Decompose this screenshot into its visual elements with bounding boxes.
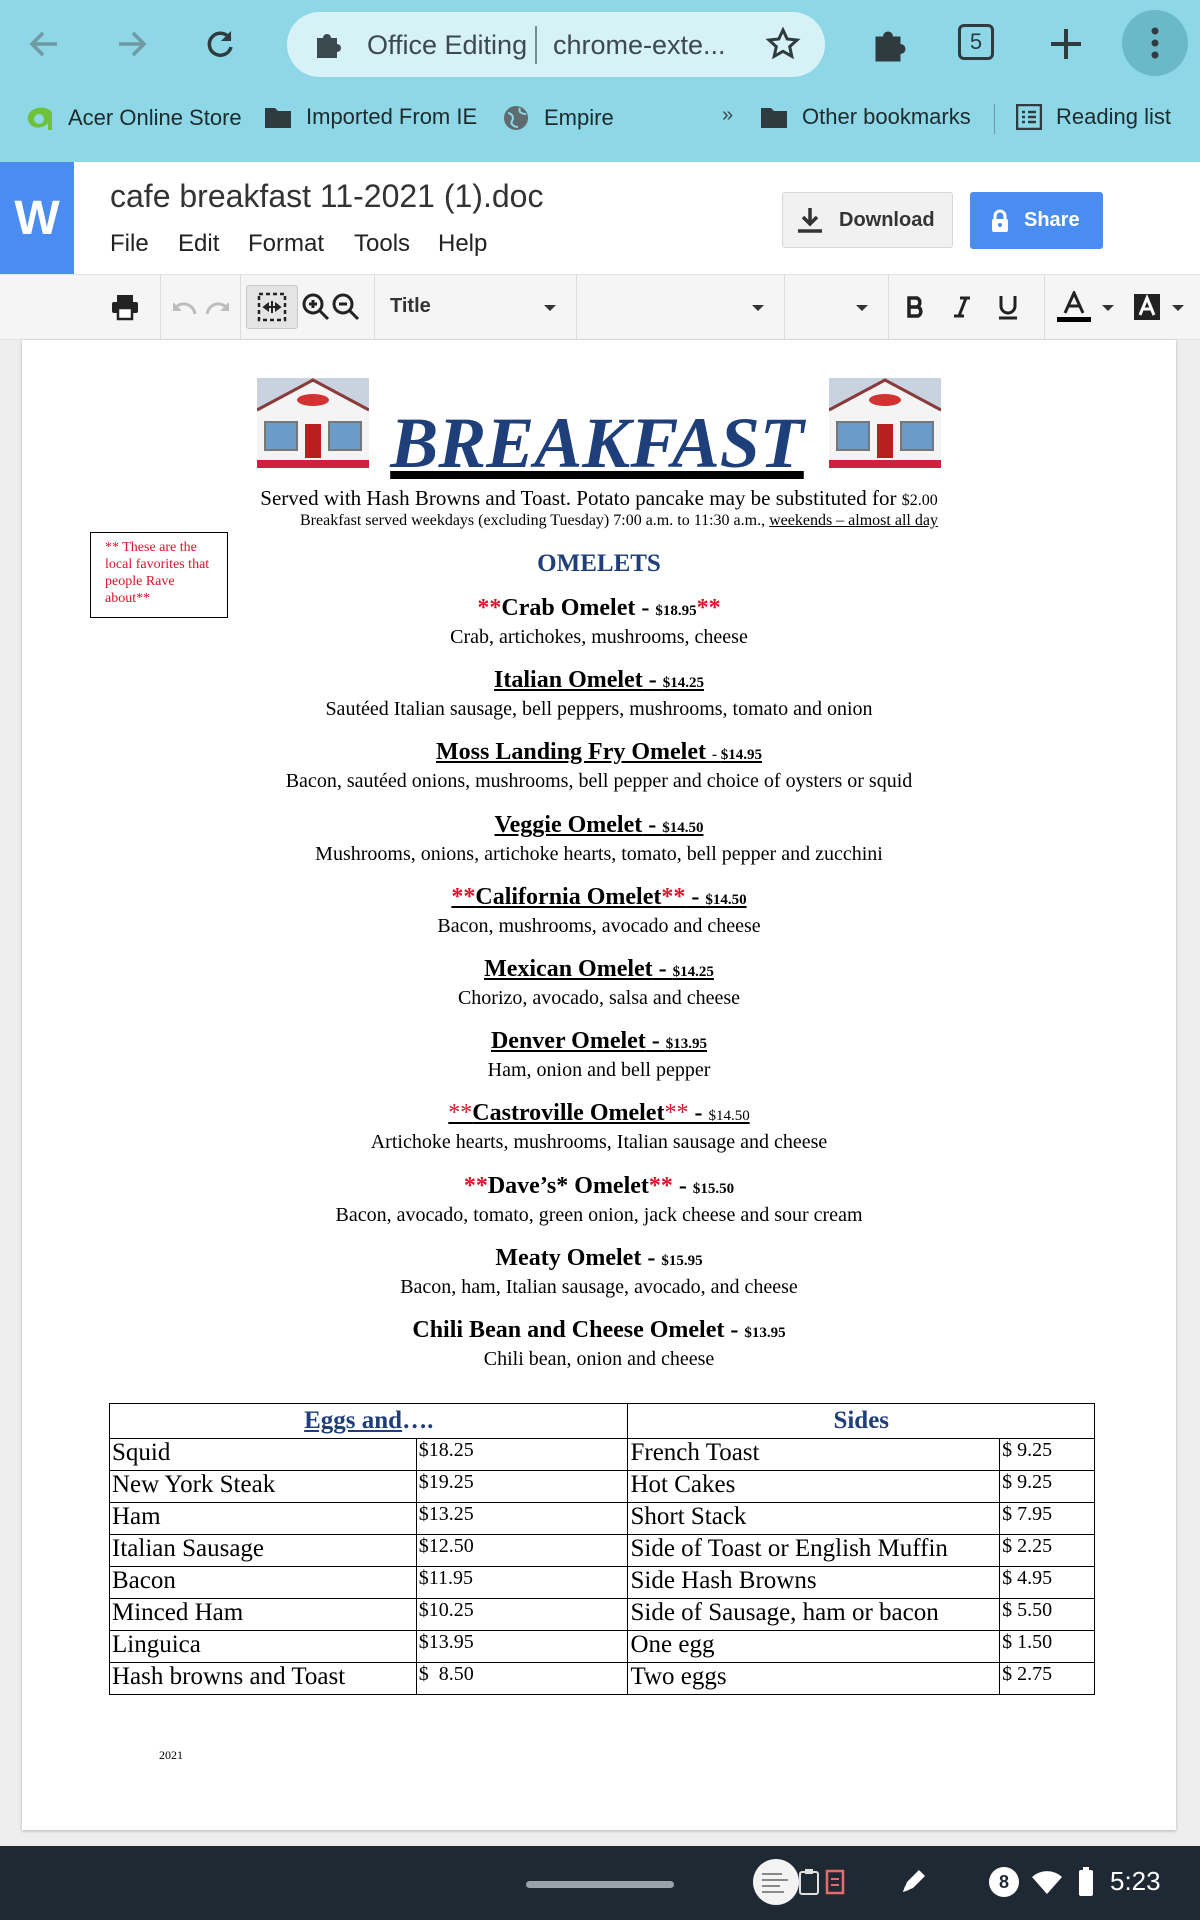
omnibox-url: chrome-exte... [553,30,726,60]
browser-menu-button[interactable] [1122,10,1188,76]
fit-page-icon[interactable] [246,285,298,329]
omelet-description: Chorizo, avocado, salsa and cheese [457,987,741,1009]
side-item-price: $ 2.25 [1000,1535,1095,1567]
omelet-description: Ham, onion and bell pepper [487,1059,711,1081]
italic-icon[interactable] [950,291,974,323]
notification-count: 8 [989,1867,1019,1897]
text-color-icon[interactable] [1054,291,1094,323]
menu-heading: BREAKFAST [390,403,804,483]
table-row [110,1631,1095,1663]
bookmark-label: Empire [544,105,614,130]
side-item-price: $ 2.75 [1000,1663,1095,1695]
omelet-item: Veggie Omelet - $14.50 [494,812,704,838]
eggs-header: Eggs and…. [110,1404,628,1439]
side-item-price: $ 5.50 [1000,1599,1095,1631]
toolbar-divider [576,275,577,339]
omelet-description: Bacon, ham, Italian sausage, avocado, and cheese [400,1276,798,1298]
bookmark-folder-imported[interactable] [264,104,477,130]
formatting-toolbar [0,274,1200,340]
bookmark-folder-other[interactable] [760,104,971,130]
side-item-name: One egg [628,1631,1000,1663]
omelet-item: **Crab Omelet - $18.95** [477,595,721,621]
omelet-description: Sautéed Italian sausage, bell peppers, mushrooms, tomato and onion [325,698,873,720]
back-arrow-icon[interactable] [22,22,66,66]
side-item-name: Side of Toast or English Muffin [628,1535,1000,1567]
notification-badge[interactable] [988,1862,1020,1902]
reading-list-icon [1016,104,1042,130]
side-item-name: Side Hash Browns [628,1567,1000,1599]
chevron-down-icon[interactable] [752,305,764,311]
menu-edit[interactable]: Edit [178,230,220,257]
egg-item-name: Bacon [110,1567,417,1599]
omelet-item: Chili Bean and Cheese Omelet - $13.95 [412,1317,786,1343]
side-item-price: $ 7.95 [1000,1503,1095,1535]
bookmark-label: Acer Online Store [68,105,242,130]
wifi-icon[interactable] [1030,1862,1064,1902]
toolbar-divider [240,275,241,339]
egg-item-price: $11.95 [416,1567,628,1599]
table-row [110,1599,1095,1631]
zoom-out-icon[interactable] [330,291,362,323]
footer-year: 2021 [159,1748,183,1762]
omelet-item: Meaty Omelet - $15.95 [495,1245,703,1271]
omelet-item: **California Omelet** - $14.50 [451,884,747,910]
omelets-section-title: OMELETS [537,550,661,577]
egg-item-price: $13.95 [416,1631,628,1663]
egg-item-price: $12.50 [416,1535,628,1567]
favorites-note: ** These are the local favorites that people Rave about** [90,532,228,618]
bookmark-star-icon[interactable] [765,26,801,67]
table-header-row [110,1404,1095,1439]
folder-icon [264,105,292,129]
omelet-item: Moss Landing Fry Omelet - $14.95 [436,739,762,765]
chevron-down-icon[interactable] [856,305,868,311]
chevron-down-icon[interactable] [544,305,556,311]
acer-logo-icon [24,104,54,132]
bookmark-label: Imported From IE [306,104,478,129]
side-item-price: $ 1.50 [1000,1631,1095,1663]
bookmark-divider [994,104,995,134]
underline-icon[interactable] [996,291,1020,323]
table-row [110,1471,1095,1503]
bookmark-acer[interactable] [24,104,242,132]
omelet-description: Chili bean, onion and cheese [483,1348,715,1370]
egg-item-name: New York Steak [110,1471,417,1503]
side-item-name: French Toast [628,1439,1000,1471]
side-item-price: $ 4.95 [1000,1567,1095,1599]
egg-item-price: $19.25 [416,1471,628,1503]
omelet-item: Mexican Omelet - $14.25 [484,956,714,982]
omelet-description: Bacon, sautéed onions, mushrooms, bell pepper and choice of oysters or squid [285,770,913,792]
omelet-item: Italian Omelet - $14.25 [494,667,704,693]
font-family-select[interactable] [580,275,780,339]
folder-icon [760,105,788,129]
print-icon[interactable] [108,291,142,323]
highlight-color-icon[interactable] [1130,291,1164,323]
omelet-description: Crab, artichokes, mushrooms, cheese [450,626,748,648]
home-gesture-bar[interactable] [526,1881,674,1888]
omnibox-divider [535,26,537,64]
screen-capture-thumbnail[interactable] [752,1862,800,1902]
table-row [110,1439,1095,1471]
omnibox-page-title: Office Editing [367,30,527,60]
served-with-text: Served with Hash Browns and Toast. Potato pancake may be substituted for $2.00 [260,486,938,510]
toolbar-divider [888,275,889,339]
omelet-description: Artichoke hearts, mushrooms, Italian sausage and cheese [370,1131,828,1153]
egg-item-name: Squid [110,1439,417,1471]
bookmark-label: Other bookmarks [802,104,971,129]
omelet-item: **Dave’s* Omelet** - $15.50 [463,1173,735,1199]
table-row [110,1535,1095,1567]
side-item-name: Hot Cakes [628,1471,1000,1503]
egg-item-name: Italian Sausage [110,1535,417,1567]
omelet-item: **Castroville Omelet** - $14.50 [448,1100,750,1126]
table-row [110,1663,1095,1695]
download-icon [795,205,825,235]
holding-space-icon[interactable] [820,1862,850,1902]
egg-item-price: $10.25 [416,1599,628,1631]
menu-format[interactable]: Format [248,230,325,257]
egg-item-price: $13.25 [416,1503,628,1535]
hours-text: Breakfast served weekdays (excluding Tuesday) 7:00 a.m. to 11:30 a.m., weekends – almost all day [300,512,938,529]
undo-icon[interactable] [170,291,200,323]
globe-icon [502,104,530,132]
battery-icon[interactable] [1076,1862,1096,1902]
side-item-name: Side of Sausage, ham or bacon [628,1599,1000,1631]
forward-arrow-icon[interactable] [110,22,154,66]
share-label: Share [1024,209,1080,231]
extension-puzzle-icon [311,28,343,65]
menu-file[interactable]: File [110,230,149,257]
egg-item-name: Hash browns and Toast [110,1663,417,1695]
sides-header: Sides [628,1404,1095,1439]
omelet-description: Bacon, avocado, tomato, green onion, jack cheese and sour cream [335,1204,863,1226]
menu-tools[interactable]: Tools [354,230,411,257]
tab-count-button[interactable]: 5 [958,24,994,60]
new-tab-icon[interactable] [1044,22,1088,66]
egg-item-name: Minced Ham [110,1599,417,1631]
bookmarks-overflow-chevron[interactable]: » [722,104,734,126]
stylus-pen-icon[interactable] [896,1862,930,1902]
address-bar[interactable] [287,12,825,77]
omelet-item: Denver Omelet - $13.95 [490,1028,708,1054]
system-clock[interactable]: 5:23 [1110,1866,1161,1896]
redo-icon[interactable] [202,291,232,323]
paragraph-style-select[interactable]: Title [390,295,431,317]
bookmark-empire[interactable] [502,104,614,132]
bookmark-label: Reading list [1056,104,1171,129]
word-logo: W [0,162,74,274]
chevron-down-icon[interactable] [1102,305,1114,311]
chevron-down-icon[interactable] [1172,305,1184,311]
omelet-description: Mushrooms, onions, artichoke hearts, tomato, bell pepper and zucchini [315,843,883,865]
table-row [110,1567,1095,1599]
side-item-name: Two eggs [628,1663,1000,1695]
share-button[interactable] [970,192,1103,249]
document-page[interactable] [22,340,1176,1830]
toolbar-divider [160,275,161,339]
document-title[interactable]: cafe breakfast 11-2021 (1).doc [110,178,544,214]
egg-item-name: Ham [110,1503,417,1535]
zoom-in-icon[interactable] [300,291,332,323]
reading-list-button[interactable] [1016,104,1171,130]
eggs-and-sides-table [109,1403,1095,1695]
extensions-icon[interactable] [866,22,910,66]
egg-item-price: $ 8.50 [416,1663,628,1695]
omelet-description: Bacon, mushrooms, avocado and cheese [437,915,761,937]
more-vert-icon [1150,26,1160,60]
side-item-name: Short Stack [628,1503,1000,1535]
menu-help[interactable]: Help [438,230,488,257]
toolbar-divider [784,275,785,339]
egg-item-name: Linguica [110,1631,417,1663]
toolbar-divider [1044,275,1045,339]
download-label: Download [839,208,935,231]
table-row [110,1503,1095,1535]
side-item-price: $ 9.25 [1000,1471,1095,1503]
egg-item-price: $18.25 [416,1439,628,1471]
bold-icon[interactable] [904,291,928,323]
reload-icon[interactable] [198,22,242,66]
download-button[interactable] [782,192,953,248]
lock-icon [990,209,1010,233]
cafe-photo-right [829,378,941,468]
side-item-price: $ 9.25 [1000,1439,1095,1471]
toolbar-divider [374,275,375,339]
